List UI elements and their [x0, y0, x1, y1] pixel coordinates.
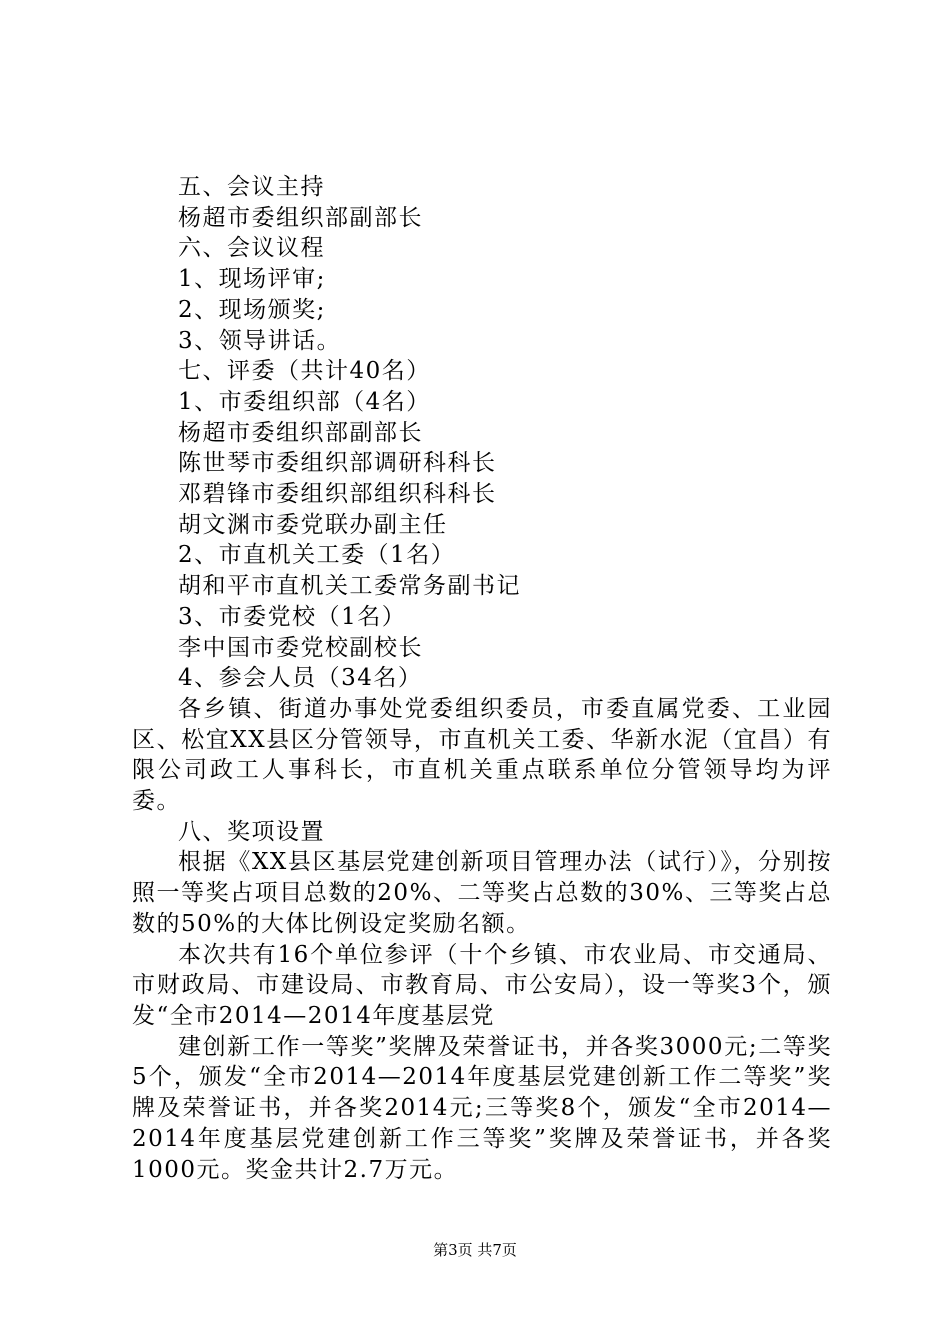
section-heading-awards: 八、奖项设置 [178, 818, 325, 845]
agenda-item-2: 2、现场颁奖; [178, 296, 326, 323]
page-footer: 第3页 共7页 [433, 1241, 517, 1259]
judges-group-3: 3、市委党校（1名） [178, 603, 407, 630]
document-body [132, 172, 832, 1185]
judge-entry: 陈世琴市委组织部调研科科长 [178, 450, 497, 477]
awards-basis-paragraph: 根据《XX县区基层党建创新项目管理办法（试行）》，分别按照一等奖占项目总数的20%、二等奖占总数的30%、三等奖占总数的50%的大体比例设定奖励名额。 [132, 849, 832, 937]
participating-units-paragraph: 本次共有16个单位参评（十个乡镇、市农业局、市交通局、市财政局、市建设局、市教育局、市公安局），设一等奖3个，颁发“全市2014—2014年度基层党 [132, 941, 832, 1029]
section-heading-host: 五、会议主持 [178, 174, 325, 200]
section-heading-judges: 七、评委（共计40名） [178, 358, 431, 385]
judges-group-2: 2、市直机关工委（1名） [178, 542, 456, 569]
judges-group-4: 4、参会人员（34名） [178, 665, 423, 692]
judges-paragraph: 各乡镇、街道办事处党委组织委员，市委直属党委、工业园区、松宜XX县区分管领导，市直机关工委、华新水泥（宜昌）有限公司政工人事科长，市直机关重点联系单位分管领导均为评委。 [132, 695, 832, 815]
agenda-item-3: 3、领导讲话。 [178, 327, 342, 354]
prize-details-paragraph: 建创新工作一等奖”奖牌及荣誉证书，并各奖3000元;二等奖5个，颁发“全市2014—2014年度基层党建创新工作二等奖”奖牌及荣誉证书，并各奖2014元;三等奖8个，颁发“全市2014—2014年度基层党建创新工作三等奖”奖牌及荣誉证书，并各奖1000元。奖金共计2.7万元。 [132, 1033, 832, 1183]
judge-entry: 胡文渊市委党联办副主任 [178, 511, 448, 538]
agenda-item-1: 1、现场评审; [178, 266, 326, 293]
judge-entry: 邓碧锋市委组织部组织科科长 [178, 481, 497, 508]
judge-entry: 杨超市委组织部副部长 [178, 419, 423, 446]
judges-group-1: 1、市委组织部（4名） [178, 388, 431, 415]
host-name: 杨超市委组织部副部长 [178, 204, 423, 231]
judge-entry: 胡和平市直机关工委常务副书记 [178, 573, 521, 600]
section-heading-agenda: 六、会议议程 [178, 235, 325, 262]
judge-entry: 李中国市委党校副校长 [178, 634, 423, 661]
